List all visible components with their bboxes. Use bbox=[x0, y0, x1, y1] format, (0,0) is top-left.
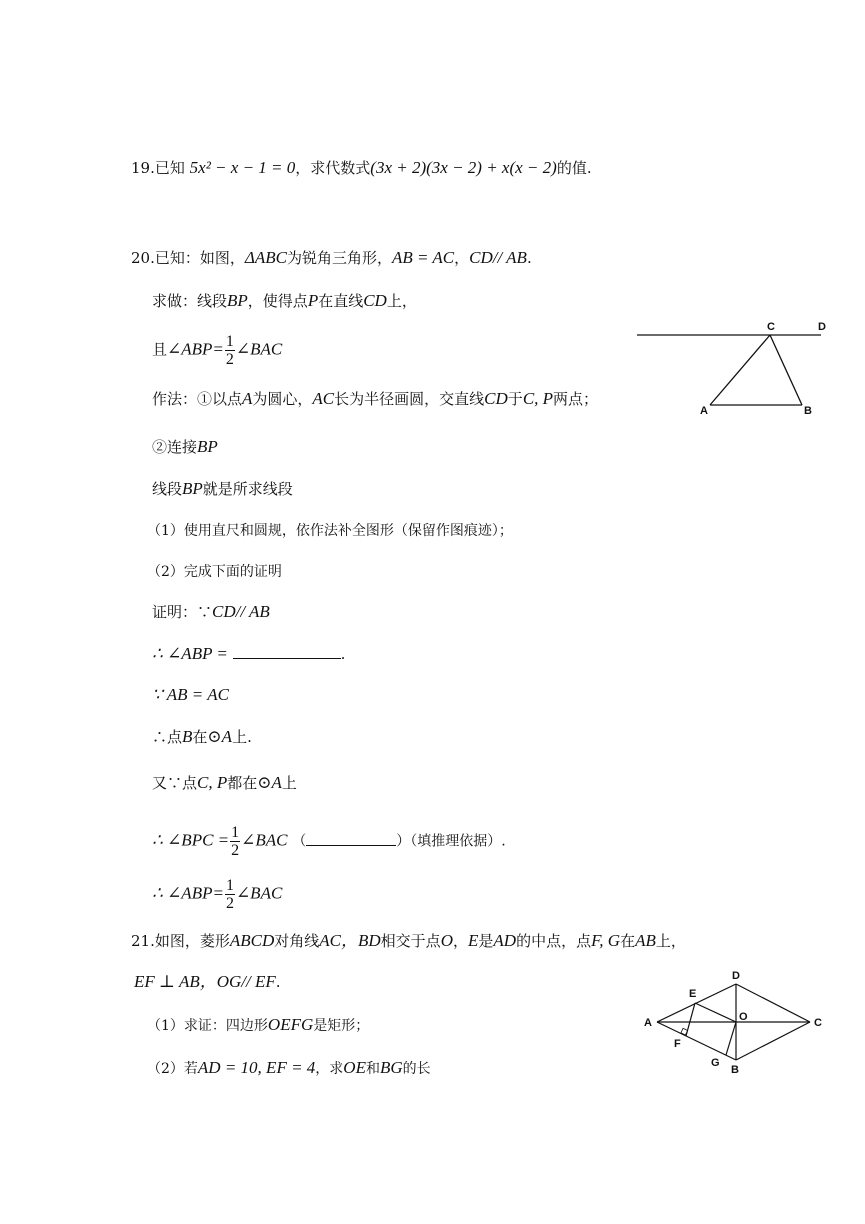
label-a: A bbox=[644, 1017, 652, 1029]
label-d: D bbox=[818, 321, 826, 333]
q21-rhombus-figure bbox=[640, 964, 830, 1076]
label-b: B bbox=[731, 1064, 739, 1076]
label-g: G bbox=[711, 1057, 720, 1069]
label-a: A bbox=[700, 405, 708, 417]
q20-condition: 且∠ABP= $\frac{1}{2}$ ∠BAC bbox=[152, 333, 283, 368]
answer-blank-1[interactable] bbox=[233, 644, 341, 659]
q20-proof-4: ∴点B在⊙A上. bbox=[152, 727, 252, 746]
q20-sub2: （2）完成下面的证明 bbox=[147, 564, 282, 580]
q21-number: 21. bbox=[131, 932, 155, 950]
q19-line: 19.已知 5x² − x − 1 = 0，求代数式(3x + 2)(3x − 2) + x(x − 2)的值. bbox=[131, 158, 592, 177]
q20-proof-6: ∴ ∠BPC = $\frac{1}{2}$ ∠BAC （ ）（填推理依据）. bbox=[152, 824, 506, 859]
q21-line2: EF ⊥ AB，OG// EF. bbox=[134, 972, 281, 991]
side-ba bbox=[657, 1022, 736, 1060]
label-f: F bbox=[674, 1038, 681, 1050]
label-o: O bbox=[739, 1011, 748, 1023]
q19-equation: 5x² − x − 1 = 0 bbox=[189, 158, 296, 177]
q21-line1: 21.如图，菱形ABCD对角线AC，BD相交于点O，E是AD的中点，点F, G在AB上， bbox=[131, 931, 686, 950]
q20-proof-1: 证明：∵CD// AB bbox=[152, 602, 270, 621]
label-e: E bbox=[689, 988, 697, 1000]
side-cb bbox=[736, 1022, 810, 1060]
label-b: B bbox=[804, 405, 812, 417]
label-c: C bbox=[814, 1017, 822, 1029]
q20-given: 20.已知：如图，ΔABC为锐角三角形，AB = AC，CD// AB. bbox=[131, 248, 532, 267]
q19-number: 19. bbox=[131, 159, 155, 177]
q19-expression: (3x + 2)(3x − 2) + x(x − 2) bbox=[370, 158, 557, 177]
q20-number: 20. bbox=[131, 249, 155, 267]
label-d: D bbox=[732, 970, 740, 982]
q20-task: 求做：线段BP，使得点P在直线CD上， bbox=[152, 291, 417, 310]
q21-sub1: （1）求证：四边形OEFG是矩形； bbox=[147, 1015, 370, 1034]
segment-eo bbox=[695, 1003, 736, 1022]
q20-proof-5: 又∵点C, P都在⊙A上 bbox=[152, 773, 297, 792]
q21-sub2: （2）若AD = 10, EF = 4，求OE和BG的长 bbox=[147, 1058, 431, 1077]
q20-triangle-figure bbox=[634, 316, 839, 420]
q20-proof-7: ∴ ∠ABP= $\frac{1}{2}$ ∠BAC bbox=[152, 877, 283, 912]
q20-sub1: （1）使用直尺和圆规，依作法补全图形（保留作图痕迹）； bbox=[147, 523, 513, 539]
q20-proof-3: ∵ AB = AC bbox=[152, 685, 229, 704]
q20-method-step2: ②连接BP bbox=[152, 437, 218, 456]
fraction-half: $\frac{1}{2}$ bbox=[225, 333, 234, 368]
q20-method-step1: 作法：①以点A为圆心，AC长为半径画圆，交直线CD于C, P两点； bbox=[152, 389, 599, 408]
answer-blank-2[interactable] bbox=[306, 831, 396, 846]
segment-ca bbox=[710, 335, 770, 405]
q20-proof-2: ∴ ∠ABP = . bbox=[152, 644, 346, 663]
q20-result: 线段BP就是所求线段 bbox=[152, 479, 293, 498]
segment-og bbox=[726, 1022, 736, 1055]
segment-cb bbox=[770, 335, 802, 405]
label-c: C bbox=[767, 321, 775, 333]
